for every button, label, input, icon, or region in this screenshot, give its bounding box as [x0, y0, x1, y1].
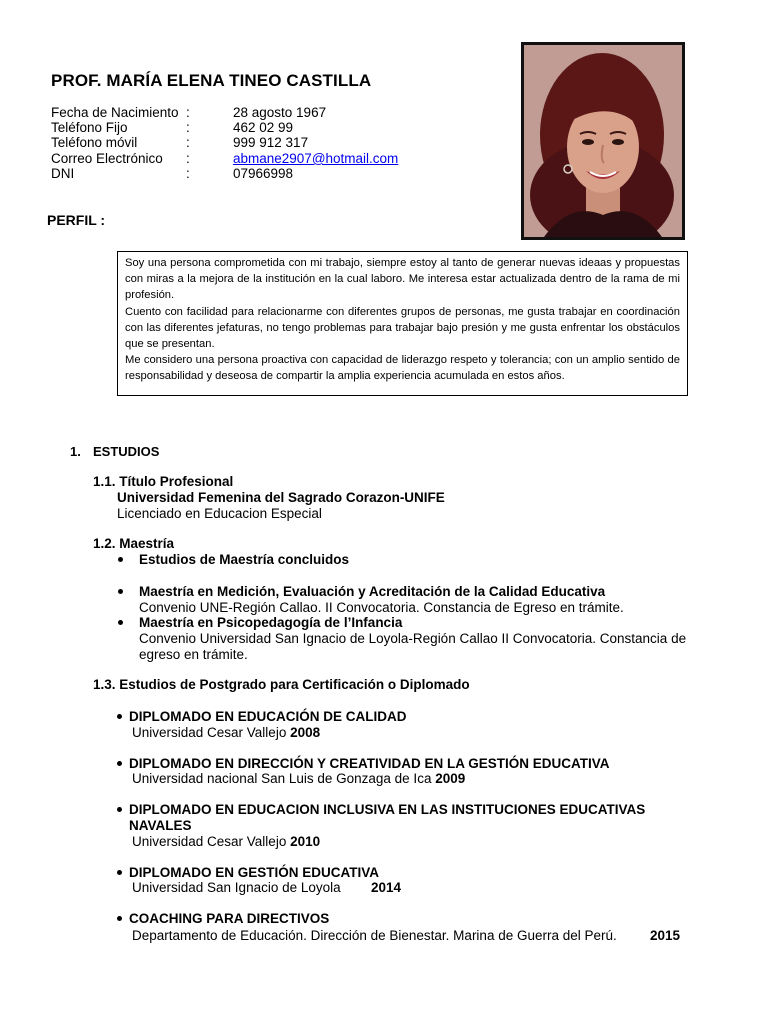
contact-separator: : [186, 105, 190, 120]
subsection-titulo-heading: 1.1. Título Profesional [93, 474, 234, 489]
bullet-icon [117, 870, 122, 875]
maestria-item-detail: Convenio UNE-Región Callao. II Convocatoria. Constancia de Egreso en trámite. [139, 600, 624, 615]
diplomado-detail [132, 725, 320, 740]
bullet-icon [118, 557, 123, 562]
contact-label: Correo Electrónico [51, 151, 163, 166]
diplomado-year: 2009 [435, 771, 466, 786]
diplomado-institution: Departamento de Educación. Dirección de Bienestar. Marina de Guerra del Perú. [132, 928, 617, 943]
bullet-icon [117, 916, 122, 921]
diplomado-detail [132, 771, 465, 786]
perfil-paragraph: Soy una persona comprometida con mi trabajo, siempre estoy al tanto de generar nuevas ideaas y propuestas con miras a la mejora de la institución en la cual laboro. Me interesa estar actualizada dentro de la rama de mi profesión. [125, 257, 680, 302]
contact-value: 462 02 99 [233, 120, 294, 135]
diplomado-detail [132, 834, 320, 849]
diplomado-year: 2014 [371, 880, 402, 895]
contact-label: Teléfono móvil [51, 135, 138, 150]
contact-separator: : [186, 151, 190, 166]
maestria-item-detail: egreso en trámite. [139, 647, 248, 662]
diplomado-year: 2010 [290, 834, 321, 849]
bullet-icon [117, 714, 122, 719]
contact-value: 999 912 317 [233, 135, 309, 150]
section-title-estudios: ESTUDIOS [93, 444, 160, 459]
maestria-item-title: Maestría en Psicopedagogía de l’Infancia [139, 615, 403, 630]
contact-separator: : [186, 166, 190, 181]
subsection-maestria-heading: 1.2. Maestría [93, 536, 175, 551]
contact-label: Teléfono Fijo [51, 120, 128, 135]
contact-label: DNI [51, 166, 75, 181]
diplomado-institution: Universidad Cesar Vallejo [132, 834, 287, 849]
diplomado-year: 2015 [650, 928, 681, 943]
diplomado-title: COACHING PARA DIRECTIVOS [129, 911, 330, 926]
diplomado-title: NAVALES [129, 818, 192, 833]
perfil-box [117, 251, 688, 396]
diplomado-title: DIPLOMADO EN EDUCACION INCLUSIVA EN LAS INSTITUCIONES EDUCATIVAS [129, 802, 646, 817]
bullet-icon [117, 807, 122, 812]
diplomado-year: 2008 [290, 725, 321, 740]
diplomado-title: DIPLOMADO EN EDUCACIÓN DE CALIDAD [129, 709, 407, 724]
maestria-item-detail: Convenio Universidad San Ignacio de Loyola-Región Callao II Convocatoria. Constancia de [139, 631, 687, 646]
titulo-university: Universidad Femenina del Sagrado Corazon-UNIFE [117, 490, 445, 505]
diplomado-institution: Universidad Cesar Vallejo [132, 725, 287, 740]
perfil-heading: PERFIL : [47, 212, 106, 228]
titulo-degree: Licenciado en Educacion Especial [117, 506, 322, 521]
candidate-name: PROF. MARÍA ELENA TINEO CASTILLA [51, 71, 372, 90]
bullet-icon [118, 620, 123, 625]
maestria-item-title: Estudios de Maestría concluidos [139, 552, 350, 567]
diplomado-title: DIPLOMADO EN DIRECCIÓN Y CREATIVIDAD EN LA GESTIÓN EDUCATIVA [129, 756, 610, 771]
diplomado-institution: Universidad San Ignacio de Loyola [132, 880, 341, 895]
email-link[interactable]: abmane2907@hotmail.com [233, 151, 399, 166]
section-number: 1. [70, 444, 81, 459]
contact-separator: : [186, 120, 190, 135]
diplomado-title: DIPLOMADO EN GESTIÓN EDUCATIVA [129, 865, 380, 880]
perfil-paragraph: Cuento con facilidad para relacionarme con diferentes grupos de personas, me gusta trabajar en coordinación con las diferentes jefaturas, no tengo problemas para trabajar bajo presión y me gusta enfrentar los obstáculos que se presentan. [125, 305, 680, 351]
contact-label: Fecha de Nacimiento [51, 105, 179, 120]
perfil-paragraph: Me considero una persona proactiva con capacidad de liderazgo respeto y tolerancia; con un amplio sentido de responsabilidad y deseosa de compartir la amplia experiencia acumulada en estos años. [125, 354, 680, 383]
contact-separator: : [186, 135, 190, 150]
profile-photo [521, 42, 685, 240]
subsection-postgrado-heading: 1.3. Estudios de Postgrado para Certificación o Diplomado [93, 677, 470, 692]
contact-value: 07966998 [233, 166, 294, 181]
bullet-icon [118, 589, 123, 594]
contact-value: 28 agosto 1967 [233, 105, 327, 120]
bullet-icon [117, 761, 122, 766]
diplomado-institution: Universidad nacional San Luis de Gonzaga de Ica [132, 771, 432, 786]
maestria-item-title: Maestría en Medición, Evaluación y Acreditación de la Calidad Educativa [139, 584, 606, 599]
